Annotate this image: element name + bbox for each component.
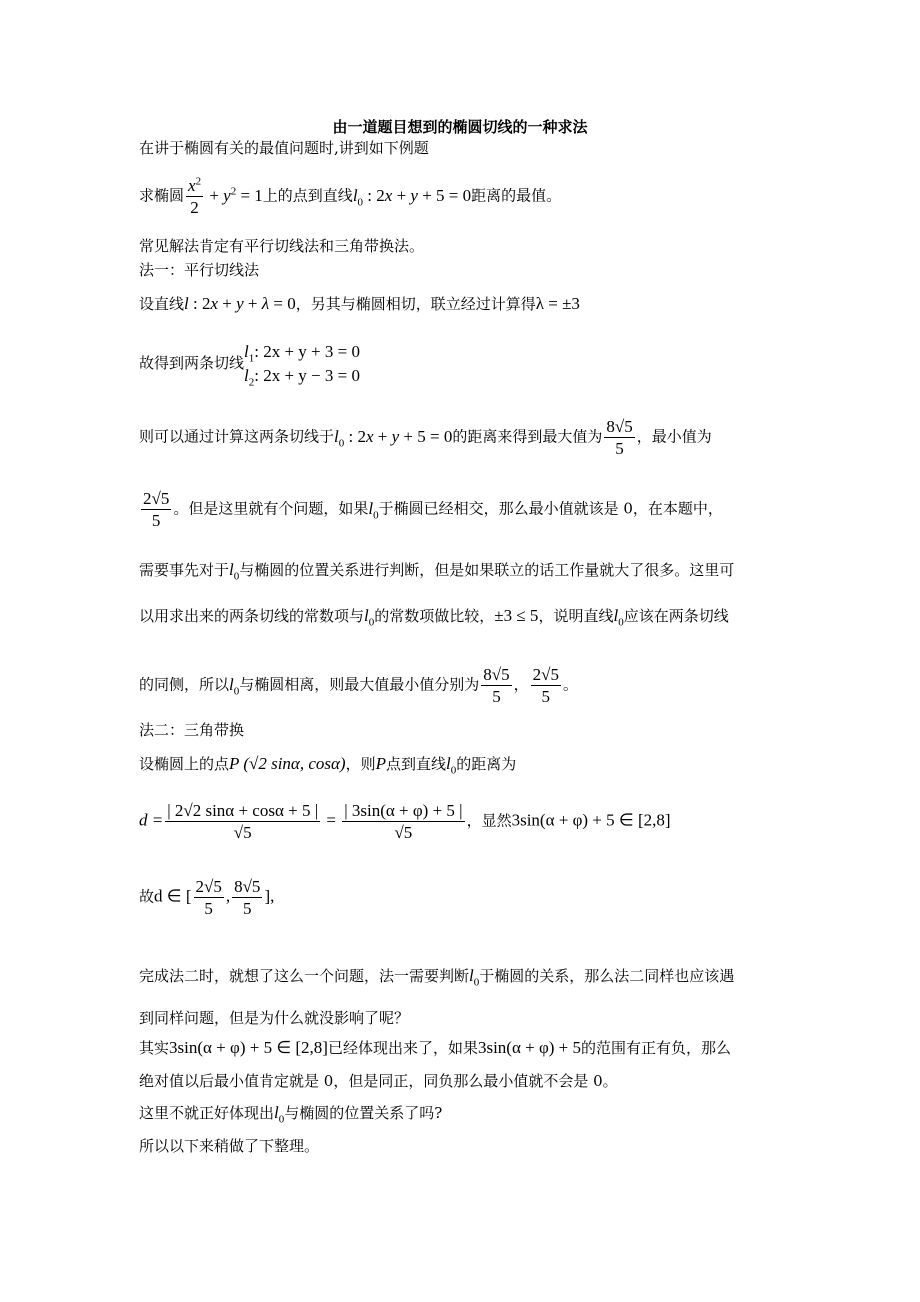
problem-line: $\frac{2√5}{5}$ 。但是这里就有个问题，如果$l_0$于椭圆已经相交，那么最小值就该是 0，在本题中， (143, 489, 723, 530)
distance-formula: d = $\frac{| 2√2 \sin\alpha + \cos\alpha + 5 |}{√5}$ = $\frac{| 3\sin(\alpha + \varphi) + 5 |}{√5}$ ，显然3sin(α + φ) + 5 ∈ [2,8] (139, 801, 671, 842)
same-side-line: 的同侧，所以$l_0$与椭圆相离，则最大值最小值分别为 $\frac{8√5}{5}$ ， $\frac{2√5}{5}$ 。 (139, 665, 578, 706)
compare-line: 以用求出来的两条切线的常数项与$l_0$的常数项做比较，±3 ≤ 5，说明直线$l_0$应该在两条切线 (139, 606, 729, 629)
method1-line: 设直线l : 2x + y + λ = 0，另其与椭圆相切，联立经过计算得λ = ±3 (139, 294, 580, 313)
completion-line-2: 到同样问题，但是为什么就没影响了呢？ (139, 1009, 410, 1027)
completion-line-1: 完成法二时，就想了这么一个问题，法一需要判断$l_0$于椭圆的关系，那么法二同样也应该遇 (139, 966, 735, 989)
reflect-line: 这里不就正好体现出$l_0$与椭圆的位置关系了吗? (139, 1103, 443, 1126)
heading-method2: 法二：三角带换 (139, 721, 245, 739)
method2-line: 设椭圆上的点P (√2 sinα, cosα)，则P点到直线$l_0$的距离为 (139, 754, 517, 777)
max-fraction: $\frac{8√5}{5}$ (606, 417, 633, 458)
min-fraction: $\frac{2√5}{5}$ (143, 489, 170, 530)
final-line: 所以以下来稍做了下整理。 (139, 1137, 320, 1155)
ellipse-fraction: $\frac{x^2}{2}$ (188, 175, 202, 217)
tangent-lines: 故得到两条切线 $l_1$: 2x + y + 3 = 0 $l_2$: 2x + y − 3 = 0 (139, 342, 360, 389)
actually-line: 其实3sin(α + φ) + 5 ∈ [2,8]已经体现出来了，如果3sin(α + φ) + 5的范围有正有负，那么 (139, 1038, 732, 1057)
paragraph-intro: 在讲于椭圆有关的最值问题时,讲到如下例题 (139, 139, 429, 157)
need-line: 需要事先对于$l_0$与椭圆的位置关系进行判断，但是如果联立的话工作量就大了很多。这里可 (139, 560, 735, 583)
conclusion-line: 故d ∈ [ $\frac{2√5}{5}$ , $\frac{8√5}{5}$ ], (139, 877, 275, 918)
distance-line: 则可以通过计算这两条切线于$l_0$ : 2x + y + 5 = 0的距离来得到最大值为 $\frac{8√5}{5}$ ，最小值为 (139, 417, 712, 458)
document-title: 由一道题目想到的椭圆切线的一种求法 (332, 118, 588, 136)
absolute-line: 绝对值以后最小值肯定就是 0，但是同正，同负那么最小值就不会是 0。 (139, 1072, 618, 1090)
paragraph-common: 常见解法肯定有平行切线法和三角带换法。 (139, 237, 425, 255)
question-line: 求椭圆 $\frac{x^2}{2}$ + $y^2 = 1$上的点到直线$l_0$ : 2x + y + 5 = 0距离的最值。 (139, 175, 562, 217)
heading-method1: 法一：平行切线法 (139, 261, 260, 279)
